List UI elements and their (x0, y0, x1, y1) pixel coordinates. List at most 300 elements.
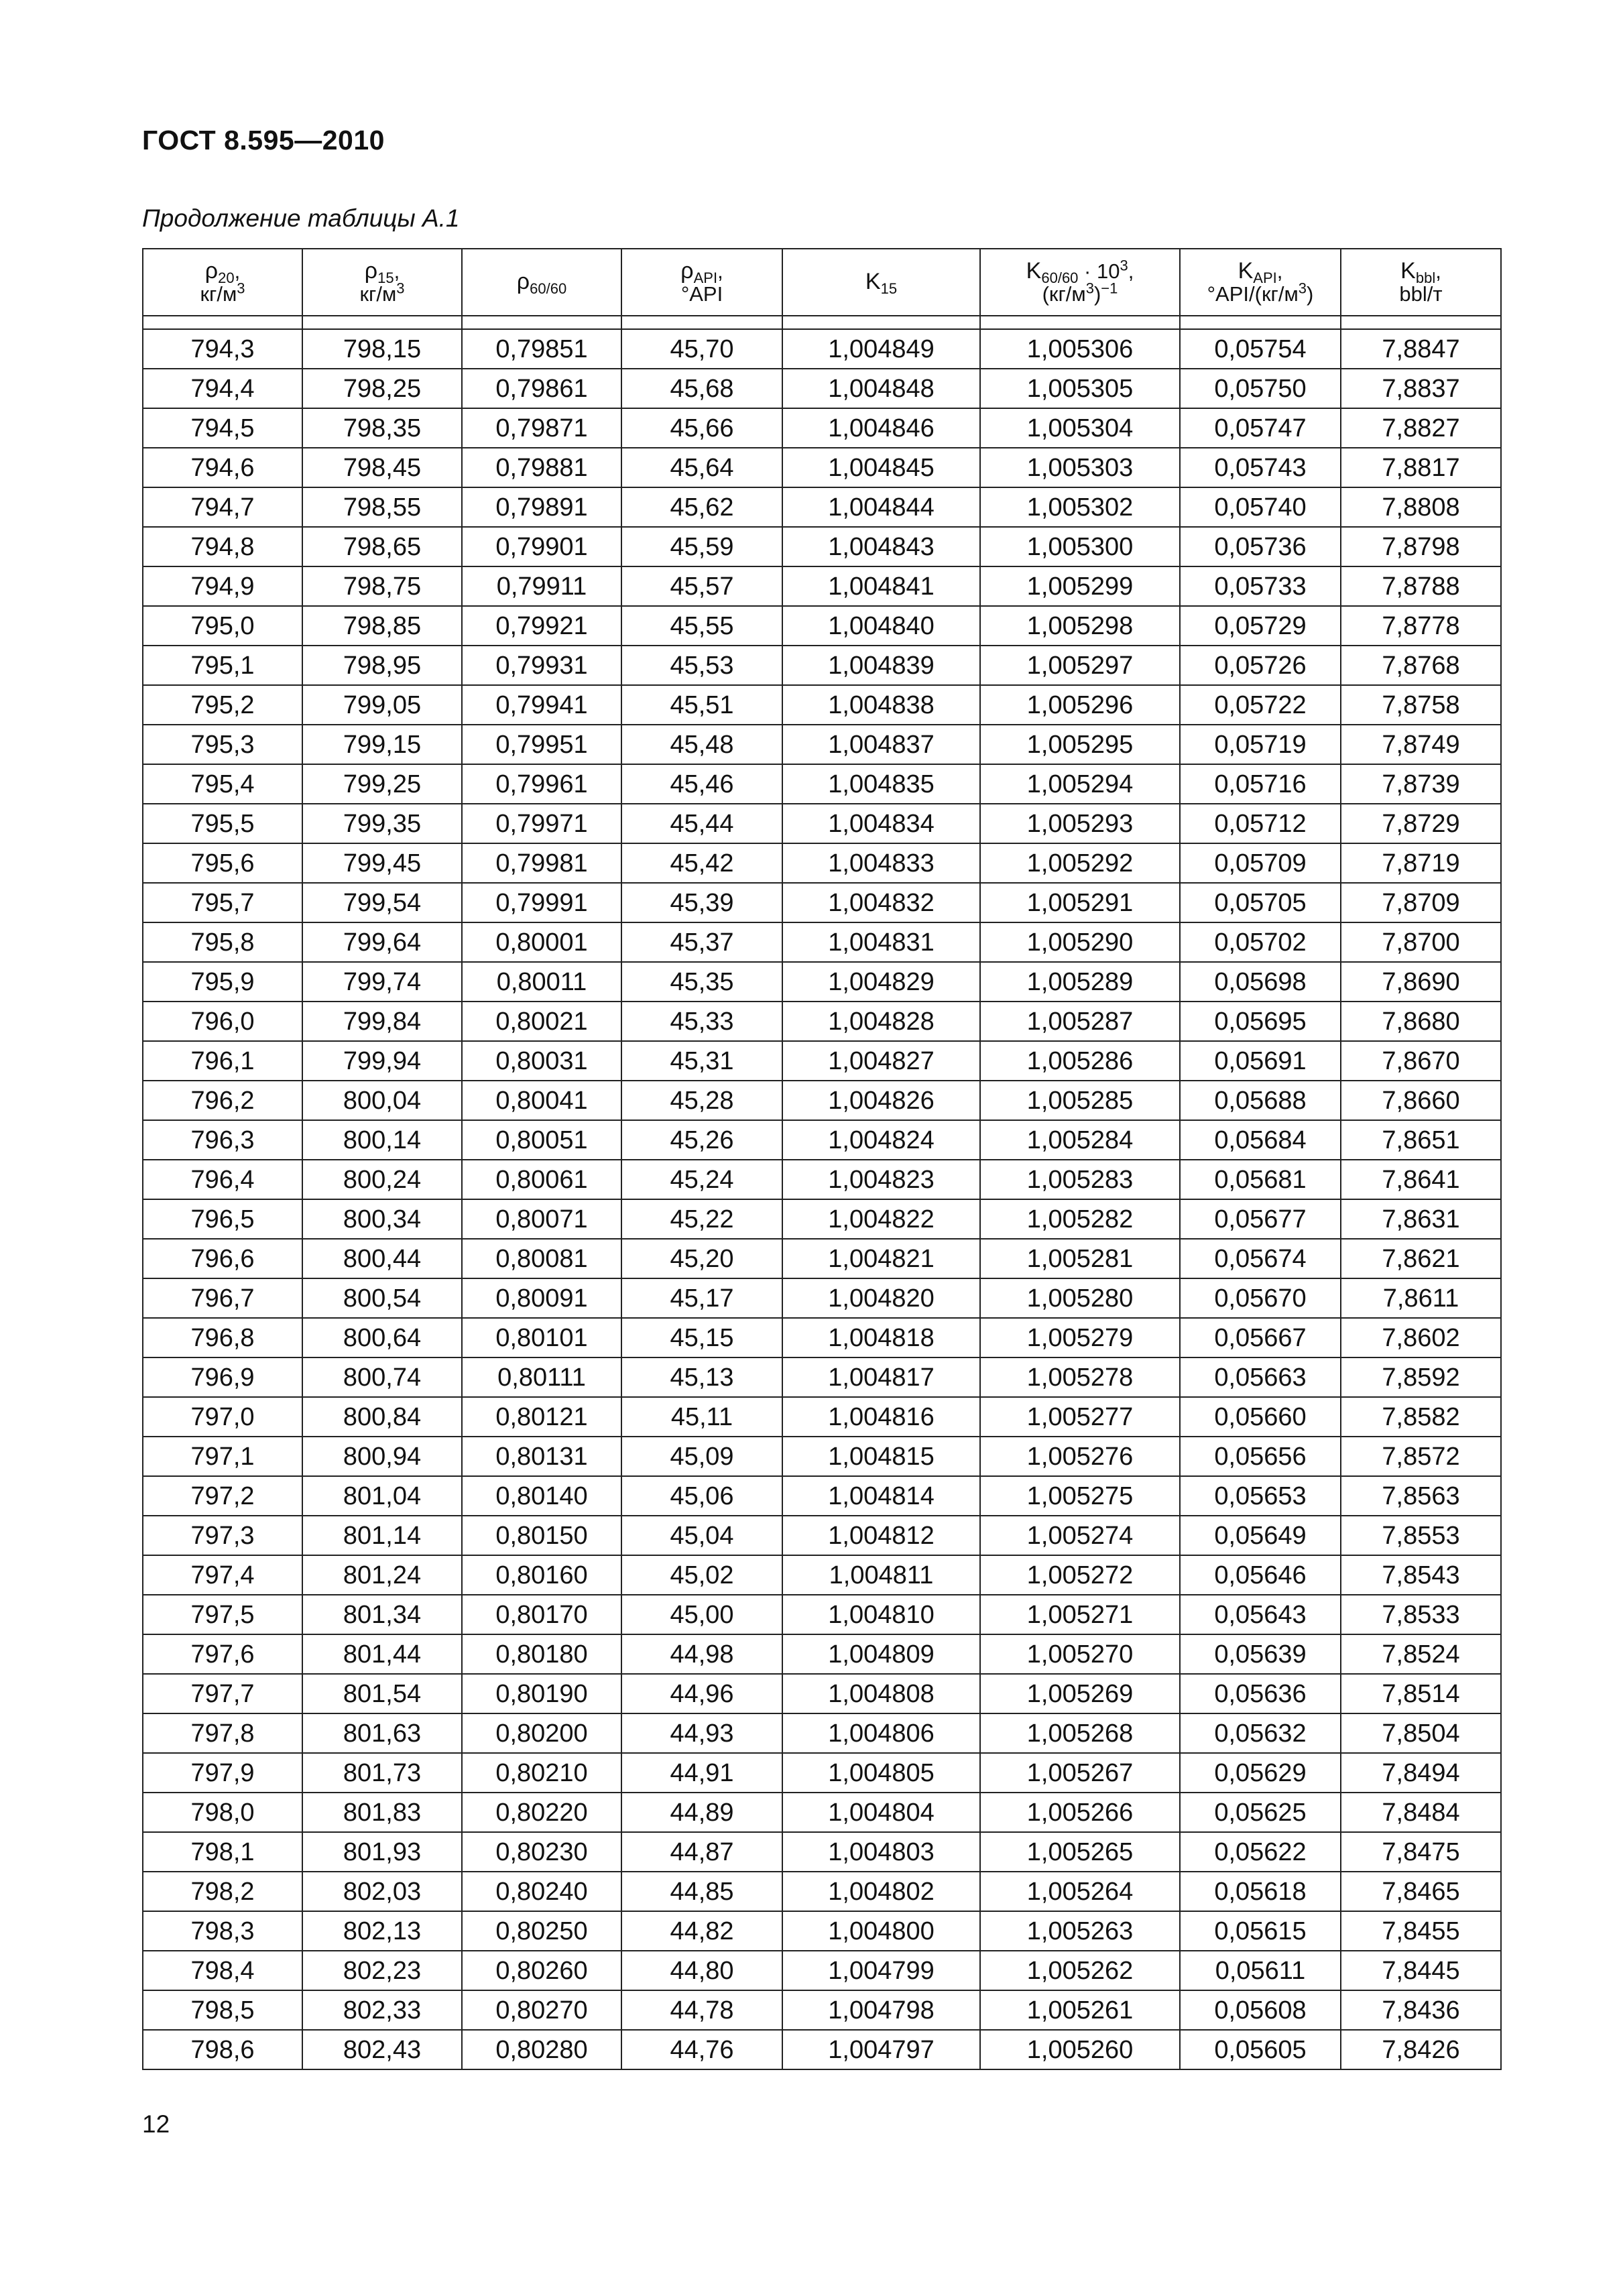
table-cell-col-7: 0,05663 (1180, 1357, 1341, 1397)
table-cell-col-1: 794,6 (143, 448, 302, 487)
table-cell-col-4: 45,13 (621, 1357, 782, 1397)
table-cell-col-6: 1,005304 (980, 408, 1180, 448)
table-cell-col-7: 0,05615 (1180, 1911, 1341, 1951)
table-cell-col-1: 798,4 (143, 1951, 302, 1990)
table-row (143, 764, 1501, 804)
table-cell-col-4: 45,62 (621, 487, 782, 527)
column-header-symbol: K (1026, 257, 1042, 284)
table-cell-col-3: 0,80230 (462, 1832, 621, 1872)
column-header-unit-end: ) (1307, 282, 1314, 306)
table-cell-col-5: 1,004833 (782, 843, 980, 883)
table-cell-col-3: 0,79881 (462, 448, 621, 487)
table-cell-col-1: 798,6 (143, 2030, 302, 2069)
table-cell-col-7: 0,05667 (1180, 1318, 1341, 1357)
table-cell-col-8: 7,8524 (1341, 1634, 1501, 1674)
table-cell-col-2: 798,75 (302, 566, 462, 606)
table-cell-col-6: 1,005271 (980, 1595, 1180, 1634)
column-header-label (1026, 259, 1134, 305)
table-cell-col-5: 1,004814 (782, 1476, 980, 1516)
table-cell-col-8: 7,8778 (1341, 606, 1501, 646)
column-header-symbol: K (1238, 257, 1254, 284)
table-cell-col-7: 0,05605 (1180, 2030, 1341, 2069)
table-cell-col-1: 797,2 (143, 1476, 302, 1516)
table-cell-col-3: 0,80280 (462, 2030, 621, 2069)
table-header-row (143, 249, 1501, 316)
table-cell-col-1: 797,1 (143, 1437, 302, 1476)
table-cell-col-2: 801,14 (302, 1516, 462, 1555)
table-cell-col-8: 7,8436 (1341, 1990, 1501, 2030)
table-cell-col-7: 0,05653 (1180, 1476, 1341, 1516)
column-header-unit-line (1026, 280, 1134, 306)
table-cell-col-1: 794,5 (143, 408, 302, 448)
column-header-3 (462, 249, 621, 316)
table-cell-col-7: 0,05656 (1180, 1437, 1341, 1476)
table-cell-col-3: 0,80031 (462, 1041, 621, 1081)
column-header-subscript: 60/60 (1041, 269, 1079, 287)
table-cell-col-1: 798,2 (143, 1872, 302, 1911)
table-row (143, 1476, 1501, 1516)
table-cell-col-7: 0,05681 (1180, 1160, 1341, 1199)
table-cell-col-7: 0,05670 (1180, 1278, 1341, 1318)
table-cell-col-7: 0,05636 (1180, 1674, 1341, 1713)
table-cell-col-4: 45,15 (621, 1318, 782, 1357)
table-cell-col-3: 0,80240 (462, 1872, 621, 1911)
column-header-symbol-line (865, 269, 898, 298)
table-cell-col-6: 1,005286 (980, 1041, 1180, 1081)
table-cell-col-5: 1,004837 (782, 725, 980, 764)
table-cell-col-8: 7,8808 (1341, 487, 1501, 527)
table-cell-col-1: 795,7 (143, 883, 302, 922)
table-cell-col-6: 1,005299 (980, 566, 1180, 606)
table-cell-col-5: 1,004827 (782, 1041, 980, 1081)
table-cell-col-6: 1,005285 (980, 1081, 1180, 1120)
table-row (143, 2030, 1501, 2069)
table-row (143, 962, 1501, 1002)
table-cell-col-8: 7,8680 (1341, 1002, 1501, 1041)
table-cell-col-8: 7,8798 (1341, 527, 1501, 566)
table-cell-col-1: 797,4 (143, 1555, 302, 1595)
table-cell-col-1: 794,9 (143, 566, 302, 606)
column-header-symbol-line (1399, 257, 1442, 287)
table-cell-col-8: 7,8621 (1341, 1239, 1501, 1278)
table-cell-col-5: 1,004804 (782, 1793, 980, 1832)
table-caption: Продолжение таблицы А.1 (142, 204, 460, 232)
table-cell-col-6: 1,005275 (980, 1476, 1180, 1516)
table-cell-col-4: 45,31 (621, 1041, 782, 1081)
table-cell-col-6: 1,005291 (980, 883, 1180, 922)
table-row (143, 566, 1501, 606)
table-cell-col-6: 1,005272 (980, 1555, 1180, 1595)
table-cell-col-5: 1,004805 (782, 1753, 980, 1793)
table-cell-col-8: 7,8660 (1341, 1081, 1501, 1120)
column-header-subscript: API (693, 269, 718, 287)
column-header-label (680, 259, 723, 305)
column-header-5 (782, 249, 980, 316)
table-cell-col-6: 1,005268 (980, 1713, 1180, 1753)
table-cell-col-6: 1,005306 (980, 329, 1180, 369)
table-cell-col-4: 45,48 (621, 725, 782, 764)
table-cell-col-7: 0,05660 (1180, 1397, 1341, 1437)
table-cell-col-1: 798,3 (143, 1911, 302, 1951)
table-cell-col-8: 7,8484 (1341, 1793, 1501, 1832)
column-header-unit-superscript: 3 (1085, 280, 1094, 297)
column-header-symbol: K (865, 269, 881, 295)
table-cell-col-2: 801,73 (302, 1753, 462, 1793)
table-row (143, 1278, 1501, 1318)
table-cell-col-1: 796,1 (143, 1041, 302, 1081)
table-cell-col-7: 0,05674 (1180, 1239, 1341, 1278)
column-header-symbol: K (1400, 257, 1416, 284)
column-header-subscript: 60/60 (530, 280, 567, 298)
table-cell-col-1: 795,0 (143, 606, 302, 646)
table-cell-col-4: 45,09 (621, 1437, 782, 1476)
column-header-label (516, 269, 567, 298)
table-cell-col-2: 798,95 (302, 646, 462, 685)
table-cell-col-4: 45,39 (621, 883, 782, 922)
table-cell-col-8: 7,8768 (1341, 646, 1501, 685)
table-cell-col-8: 7,8543 (1341, 1555, 1501, 1595)
column-header-subscript: 15 (377, 269, 394, 287)
table-cell-col-6: 1,005277 (980, 1397, 1180, 1437)
table-row (143, 1318, 1501, 1357)
column-header-unit-exponent: −1 (1101, 280, 1118, 297)
table-cell-col-6: 1,005263 (980, 1911, 1180, 1951)
table-cell-col-6: 1,005287 (980, 1002, 1180, 1041)
table-cell-col-8: 7,8719 (1341, 843, 1501, 883)
table-cell-col-4: 44,91 (621, 1753, 782, 1793)
table-cell-col-5: 1,004838 (782, 685, 980, 725)
table-cell-col-5: 1,004828 (782, 1002, 980, 1041)
table-cell-col-4: 45,59 (621, 527, 782, 566)
table-cell-col-2: 800,34 (302, 1199, 462, 1239)
table-cell-col-4: 45,70 (621, 329, 782, 369)
table-cell-col-8: 7,8788 (1341, 566, 1501, 606)
table-row (143, 527, 1501, 566)
table-cell-col-6: 1,005305 (980, 369, 1180, 408)
table-cell-col-4: 45,02 (621, 1555, 782, 1595)
table-cell-col-3: 0,79871 (462, 408, 621, 448)
table-cell-col-5: 1,004809 (782, 1634, 980, 1674)
column-header-unit-superscript: 3 (396, 280, 405, 297)
table-cell-col-3: 0,79891 (462, 487, 621, 527)
table-cell-col-6: 1,005269 (980, 1674, 1180, 1713)
table-cell-col-5: 1,004841 (782, 566, 980, 606)
table-cell-col-4: 44,96 (621, 1674, 782, 1713)
table-cell-col-1: 795,9 (143, 962, 302, 1002)
table-cell-col-3: 0,80140 (462, 1476, 621, 1516)
table-row (143, 408, 1501, 448)
table-row (143, 1397, 1501, 1437)
table-cell-col-2: 801,63 (302, 1713, 462, 1753)
table-cell-col-1: 797,7 (143, 1674, 302, 1713)
table-cell-col-4: 45,26 (621, 1120, 782, 1160)
table-cell-col-2: 798,55 (302, 487, 462, 527)
table-cell-col-7: 0,05705 (1180, 883, 1341, 922)
table-cell-col-4: 45,68 (621, 369, 782, 408)
table-cell-col-3: 0,80210 (462, 1753, 621, 1793)
table-cell-col-3: 0,79851 (462, 329, 621, 369)
table-cell-col-3: 0,80180 (462, 1634, 621, 1674)
table-cell-col-3: 0,79991 (462, 883, 621, 922)
column-header-unit-superscript: 3 (237, 280, 245, 297)
table-cell-col-2: 799,74 (302, 962, 462, 1002)
column-header-unit: кг/м (359, 282, 397, 306)
table-cell-col-4: 45,64 (621, 448, 782, 487)
column-header-label (1399, 259, 1442, 305)
table-row (143, 1437, 1501, 1476)
table-cell-col-3: 0,79981 (462, 843, 621, 883)
table-cell-col-6: 1,005283 (980, 1160, 1180, 1199)
table-cell-col-7: 0,05695 (1180, 1002, 1341, 1041)
table-cell-col-4: 45,66 (621, 408, 782, 448)
table-cell-col-3: 0,80220 (462, 1793, 621, 1832)
table-cell-col-2: 802,23 (302, 1951, 462, 1990)
table-cell-col-7: 0,05736 (1180, 527, 1341, 566)
table-cell-col-2: 801,83 (302, 1793, 462, 1832)
table-cell-col-2: 800,74 (302, 1357, 462, 1397)
table-cell-col-6: 1,005276 (980, 1437, 1180, 1476)
table-cell-col-8: 7,8494 (1341, 1753, 1501, 1793)
table-cell-col-7: 0,05622 (1180, 1832, 1341, 1872)
table-cell-col-8: 7,8670 (1341, 1041, 1501, 1081)
table-cell-col-2: 801,04 (302, 1476, 462, 1516)
column-header-subscript: bbl (1415, 269, 1436, 287)
table-cell-col-8: 7,8445 (1341, 1951, 1501, 1990)
table-cell-col-5: 1,004823 (782, 1160, 980, 1199)
table-cell-col-6: 1,005261 (980, 1990, 1180, 2030)
column-header-tail: , (1435, 259, 1441, 283)
table-cell-col-2: 800,44 (302, 1239, 462, 1278)
table-cell-col-8: 7,8602 (1341, 1318, 1501, 1357)
table-cell-col-2: 798,45 (302, 448, 462, 487)
table-cell-col-2: 801,24 (302, 1555, 462, 1595)
table-cell-col-2: 799,35 (302, 804, 462, 843)
table-cell-col-3: 0,79931 (462, 646, 621, 685)
table-cell-col-6: 1,005284 (980, 1120, 1180, 1160)
column-header-unit-line (359, 280, 405, 306)
density-table (142, 248, 1502, 2070)
table-cell-col-4: 45,53 (621, 646, 782, 685)
table-cell-col-2: 802,03 (302, 1872, 462, 1911)
table-cell-col-5: 1,004824 (782, 1120, 980, 1160)
table-cell-col-7: 0,05691 (1180, 1041, 1341, 1081)
table-cell-col-7: 0,05709 (1180, 843, 1341, 883)
table-row (143, 329, 1501, 369)
table-cell-col-4: 45,22 (621, 1199, 782, 1239)
table-cell-col-1: 796,7 (143, 1278, 302, 1318)
table-cell-col-5: 1,004846 (782, 408, 980, 448)
table-row (143, 1951, 1501, 1990)
column-header-8 (1341, 249, 1501, 316)
table-row (143, 369, 1501, 408)
table-cell-col-3: 0,80170 (462, 1595, 621, 1634)
table-cell-col-3: 0,80121 (462, 1397, 621, 1437)
table-cell-col-1: 795,5 (143, 804, 302, 843)
table-cell-col-6: 1,005279 (980, 1318, 1180, 1357)
table-cell-col-2: 798,35 (302, 408, 462, 448)
table-cell-col-8: 7,8729 (1341, 804, 1501, 843)
table-cell-col-4: 44,76 (621, 2030, 782, 2069)
table-cell-col-6: 1,005296 (980, 685, 1180, 725)
table-cell-col-8: 7,8651 (1341, 1120, 1501, 1160)
table-cell-col-6: 1,005274 (980, 1516, 1180, 1555)
table-cell-col-8: 7,8475 (1341, 1832, 1501, 1872)
table-cell-col-1: 796,2 (143, 1081, 302, 1120)
table-cell-col-3: 0,80051 (462, 1120, 621, 1160)
table-cell-col-6: 1,005260 (980, 2030, 1180, 2069)
table-cell-col-8: 7,8465 (1341, 1872, 1501, 1911)
table-cell-col-8: 7,8553 (1341, 1516, 1501, 1555)
column-header-label (865, 269, 898, 298)
table-cell-col-1: 794,7 (143, 487, 302, 527)
column-header-subscript: 20 (218, 269, 235, 287)
table-cell-col-7: 0,05618 (1180, 1872, 1341, 1911)
table-cell-col-6: 1,005282 (980, 1199, 1180, 1239)
table-cell-col-7: 0,05712 (1180, 804, 1341, 843)
column-header-tail: , (1276, 259, 1283, 283)
table-cell-col-6: 1,005303 (980, 448, 1180, 487)
table-cell-col-1: 796,5 (143, 1199, 302, 1239)
table-cell-col-3: 0,80111 (462, 1357, 621, 1397)
column-header-unit-line (1207, 280, 1314, 306)
column-header-symbol-line (680, 257, 723, 287)
column-header-unit: °API/(кг/м (1207, 282, 1299, 306)
column-header-symbol: ρ (516, 269, 530, 295)
table-cell-col-3: 0,80270 (462, 1990, 621, 2030)
column-header-tail: , (234, 259, 241, 283)
table-cell-col-7: 0,05747 (1180, 408, 1341, 448)
table-cell-col-8: 7,8749 (1341, 725, 1501, 764)
table-cell-col-8: 7,8426 (1341, 2030, 1501, 2069)
table-cell-col-8: 7,8611 (1341, 1278, 1501, 1318)
table-cell-col-4: 45,20 (621, 1239, 782, 1278)
table-cell-col-4: 44,80 (621, 1951, 782, 1990)
table-cell-col-5: 1,004840 (782, 606, 980, 646)
table-cell-col-4: 45,42 (621, 843, 782, 883)
table-cell-col-7: 0,05625 (1180, 1793, 1341, 1832)
table-cell-col-7: 0,05743 (1180, 448, 1341, 487)
table-cell-col-4: 45,24 (621, 1160, 782, 1199)
table-cell-col-1: 797,0 (143, 1397, 302, 1437)
table-cell-col-3: 0,80021 (462, 1002, 621, 1041)
table-row (143, 448, 1501, 487)
table-cell-col-8: 7,8455 (1341, 1911, 1501, 1951)
column-header-unit-line (680, 284, 723, 306)
table-cell-col-7: 0,05646 (1180, 1555, 1341, 1595)
table-cell-col-1: 797,8 (143, 1713, 302, 1753)
table-cell-col-6: 1,005300 (980, 527, 1180, 566)
table-cell-col-2: 802,33 (302, 1990, 462, 2030)
table-cell-col-3: 0,80190 (462, 1674, 621, 1713)
table-cell-col-2: 800,64 (302, 1318, 462, 1357)
table-cell-col-2: 799,94 (302, 1041, 462, 1081)
table-cell-col-4: 44,85 (621, 1872, 782, 1911)
table-cell-col-5: 1,004811 (782, 1555, 980, 1595)
table-row (143, 1357, 1501, 1397)
column-header-tail: · 10 (1078, 259, 1120, 283)
table-row (143, 1674, 1501, 1713)
table-cell-col-8: 7,8631 (1341, 1199, 1501, 1239)
table-cell-col-6: 1,005297 (980, 646, 1180, 685)
table-cell-col-5: 1,004817 (782, 1357, 980, 1397)
table-cell-col-6: 1,005302 (980, 487, 1180, 527)
table-cell-col-4: 44,93 (621, 1713, 782, 1753)
table-row (143, 1832, 1501, 1872)
table-cell-col-2: 799,15 (302, 725, 462, 764)
table-row (143, 1516, 1501, 1555)
table-cell-col-1: 798,5 (143, 1990, 302, 2030)
column-header-subscript: API (1253, 269, 1277, 287)
table-row (143, 1239, 1501, 1278)
table-cell-col-2: 800,24 (302, 1160, 462, 1199)
table-cell-col-3: 0,80081 (462, 1239, 621, 1278)
column-header-unit-end: ) (1093, 282, 1101, 306)
column-header-tail: , (394, 259, 400, 283)
table-cell-col-3: 0,80160 (462, 1555, 621, 1595)
table-cell-col-6: 1,005266 (980, 1793, 1180, 1832)
table-cell-col-3: 0,80131 (462, 1437, 621, 1476)
table-row (143, 1753, 1501, 1793)
table-cell-col-4: 44,89 (621, 1793, 782, 1832)
column-header-subscript: 15 (880, 280, 898, 298)
table-cell-col-5: 1,004798 (782, 1990, 980, 2030)
table-cell-col-5: 1,004829 (782, 962, 980, 1002)
table-cell-col-3: 0,80061 (462, 1160, 621, 1199)
table-row (143, 1199, 1501, 1239)
column-header-tail-superscript: 3 (1120, 257, 1128, 274)
table-cell-col-7: 0,05677 (1180, 1199, 1341, 1239)
table-cell-col-2: 798,65 (302, 527, 462, 566)
table-cell-col-7: 0,05611 (1180, 1951, 1341, 1990)
table-cell-col-7: 0,05740 (1180, 487, 1341, 527)
table-cell-col-1: 794,4 (143, 369, 302, 408)
table-cell-col-8: 7,8739 (1341, 764, 1501, 804)
table-cell-col-6: 1,005292 (980, 843, 1180, 883)
table-cell-col-2: 800,04 (302, 1081, 462, 1120)
table-cell-col-8: 7,8572 (1341, 1437, 1501, 1476)
table-cell-col-2: 801,44 (302, 1634, 462, 1674)
column-header-symbol-line (516, 269, 567, 298)
table-cell-col-8: 7,8690 (1341, 962, 1501, 1002)
table-cell-col-6: 1,005280 (980, 1278, 1180, 1318)
table-cell-col-1: 796,3 (143, 1120, 302, 1160)
table-cell-col-5: 1,004832 (782, 883, 980, 922)
table-row (143, 606, 1501, 646)
table-cell-col-6: 1,005298 (980, 606, 1180, 646)
table-row (143, 1160, 1501, 1199)
table-cell-col-3: 0,79961 (462, 764, 621, 804)
table-row (143, 1081, 1501, 1120)
table-cell-col-1: 796,0 (143, 1002, 302, 1041)
table-cell-col-5: 1,004843 (782, 527, 980, 566)
table-cell-col-6: 1,005265 (980, 1832, 1180, 1872)
table-cell-col-4: 45,04 (621, 1516, 782, 1555)
table-cell-col-5: 1,004812 (782, 1516, 980, 1555)
table-cell-col-4: 44,98 (621, 1634, 782, 1674)
column-header-4 (621, 249, 782, 316)
table-row (143, 1713, 1501, 1753)
column-header-unit-superscript: 3 (1298, 280, 1307, 297)
table-cell-col-5: 1,004834 (782, 804, 980, 843)
table-cell-col-3: 0,79941 (462, 685, 621, 725)
table-cell-col-2: 798,85 (302, 606, 462, 646)
table-row (143, 646, 1501, 685)
table-cell-col-5: 1,004810 (782, 1595, 980, 1634)
table-cell-col-8: 7,8758 (1341, 685, 1501, 725)
column-header-unit: (кг/м (1042, 282, 1086, 306)
table-cell-col-7: 0,05750 (1180, 369, 1341, 408)
table-cell-col-1: 797,5 (143, 1595, 302, 1634)
